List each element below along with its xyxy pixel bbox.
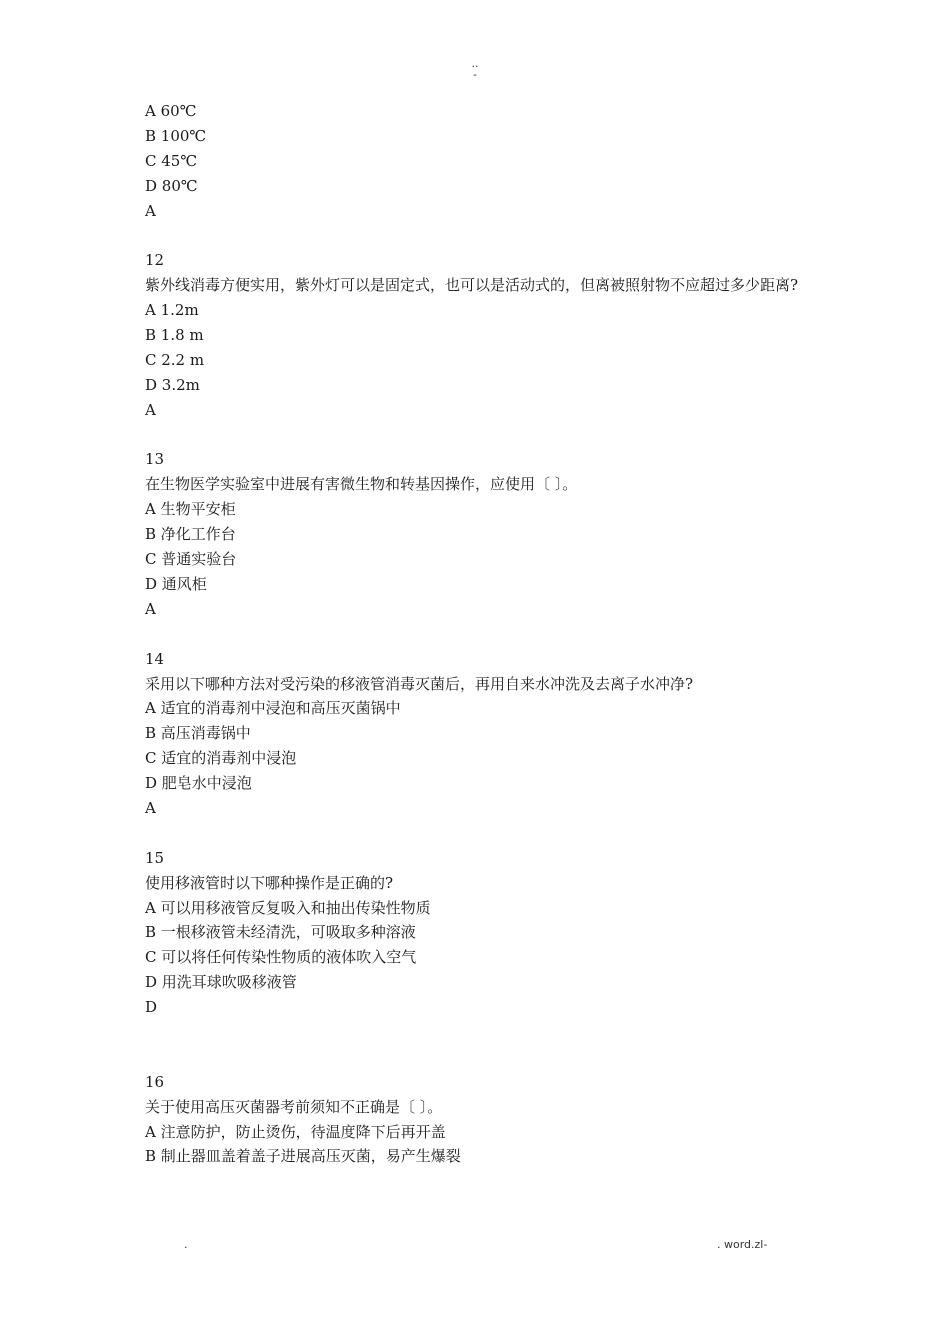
footer-right: . word.zl- — [717, 1238, 768, 1251]
question-number: 16 — [145, 1072, 165, 1091]
option-c: C 可以将任何传染性物质的液体吹入空气 — [145, 948, 417, 967]
page-header — [0, 58, 950, 80]
document-body — [145, 99, 825, 1169]
answer: A — [145, 798, 156, 817]
option-b: B 净化工作台 — [145, 525, 236, 544]
question-16 — [145, 1070, 825, 1170]
option-d: D 80℃ — [145, 176, 198, 195]
header-dash: - — [473, 68, 477, 81]
answer: A — [145, 400, 156, 419]
option-a: A 60℃ — [145, 102, 197, 120]
option-b: B 1.8 m — [145, 326, 204, 345]
option-c: C 45℃ — [145, 151, 198, 170]
question-number: 15 — [145, 848, 165, 867]
footer-left: . — [184, 1238, 188, 1251]
question-14 — [145, 647, 825, 821]
answer: D — [145, 998, 158, 1017]
question-text: 在生物医学实验室中进展有害微生物和转基因操作，应使用〔 〕。 — [145, 475, 578, 494]
question-number: 14 — [145, 649, 165, 668]
question-11-tail — [145, 99, 825, 223]
option-a: A 生物平安柜 — [145, 500, 236, 519]
option-a: A 可以用移液管反复吸入和抽出传染性物质 — [145, 898, 431, 917]
option-c: C 适宜的消毒剂中浸泡 — [145, 749, 297, 768]
option-a: A 1.2m — [145, 301, 199, 320]
answer: A — [145, 201, 156, 220]
question-text: 紫外线消毒方便实用，紫外灯可以是固定式，也可以是活动式的，但离被照射物不应超过多少距离? — [145, 276, 799, 295]
question-12 — [145, 248, 825, 422]
question-number: 12 — [145, 251, 165, 270]
question-13 — [145, 447, 825, 621]
question-text: 使用移液管时以下哪种操作是正确的? — [145, 873, 394, 892]
option-d: D 3.2m — [145, 375, 200, 394]
option-d: D 肥皂水中浸泡 — [145, 774, 252, 793]
option-c: C 普通实验台 — [145, 550, 237, 569]
option-b: B 制止器皿盖着盖子进展高压灭菌，易产生爆裂 — [145, 1147, 461, 1166]
question-15 — [145, 846, 825, 1020]
header-dots: .. — [471, 57, 479, 70]
option-d: D 用洗耳球吹吸移液管 — [145, 973, 297, 992]
answer: A — [145, 599, 156, 618]
option-b: B 高压消毒锅中 — [145, 724, 251, 743]
option-d: D 通风柜 — [145, 574, 207, 593]
option-a: A 注意防护，防止烫伤，待温度降下后再开盖 — [145, 1122, 446, 1141]
option-b: B 100℃ — [145, 126, 207, 145]
question-number: 13 — [145, 450, 165, 469]
question-text: 采用以下哪种方法对受污染的移液管消毒灭菌后，再用自来水冲洗及去离子水冲净? — [145, 674, 694, 693]
question-text: 关于使用高压灭菌器考前须知不正确是〔 〕。 — [145, 1097, 443, 1116]
option-b: B 一根移液管未经清洗，可吸取多种溶液 — [145, 923, 416, 942]
option-c: C 2.2 m — [145, 350, 205, 369]
option-a: A 适宜的消毒剂中浸泡和高压灭菌锅中 — [145, 699, 401, 718]
